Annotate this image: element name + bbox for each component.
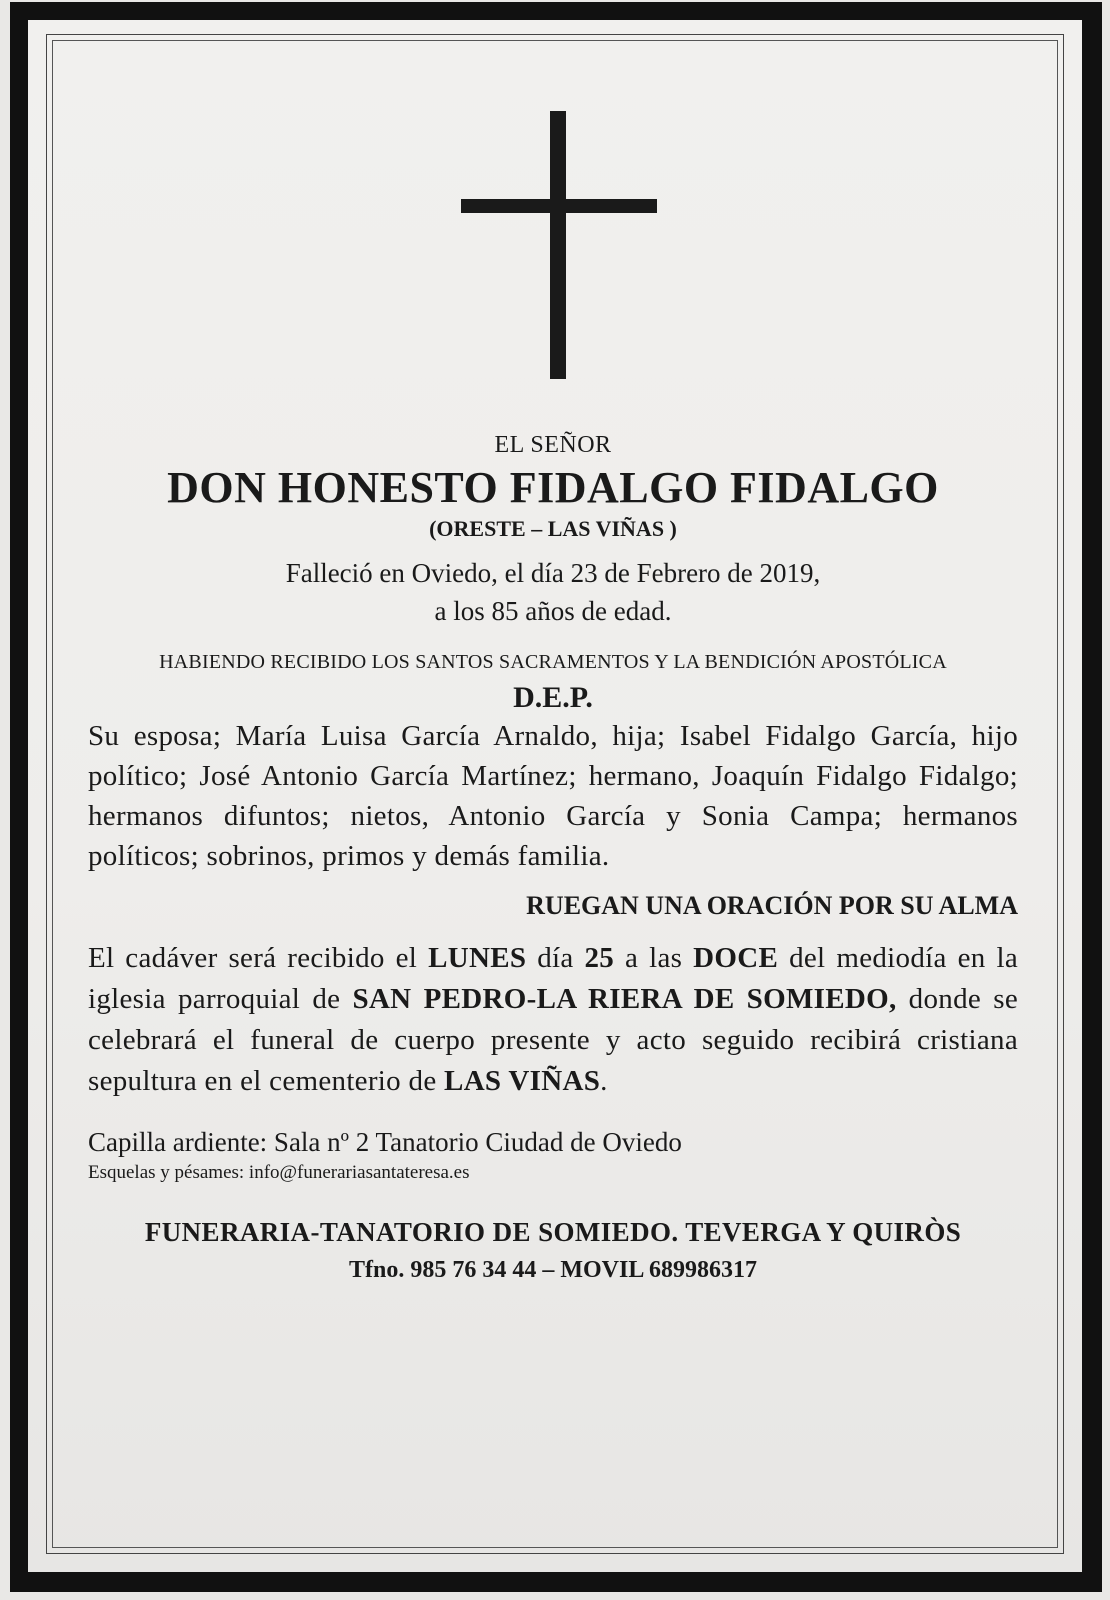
funeral-text-2: día — [526, 942, 585, 974]
cross-vertical-bar — [550, 111, 566, 379]
title-prefix: EL SEÑOR — [494, 432, 612, 458]
notice-content — [88, 428, 1018, 1286]
funeral-home-name: FUNERARIA-TANATORIO DE SOMIEDO. TEVERGA Y QUIRÒS — [144, 1217, 962, 1247]
funeral-day: LUNES — [428, 942, 527, 974]
funeral-text-6: . — [600, 1065, 608, 1097]
funeral-text-4: del mediodía en la iglesia parroquial de — [88, 942, 1019, 1015]
prayer-request: RUEGAN UNA ORACIÓN POR SU ALMA — [526, 891, 1018, 920]
funeral-church: SAN PEDRO-LA RIERA DE SOMIEDO, — [352, 983, 897, 1015]
family-paragraph: Su esposa; María Luisa García Arnaldo, hija; Isabel Fidalgo García, hijo político; José Antonio García Martínez; hermano, Joaquín Fidalgo Fidalgo; hermanos difuntos; nietos, Antonio García y Sonia Campa; hermanos políticos; sobrinos, primos y demás familia. — [88, 720, 1018, 872]
deceased-alias: (ORESTE – LAS VIÑAS ) — [429, 516, 677, 541]
cross-horizontal-bar — [461, 199, 657, 213]
funeral-text-3: a las — [614, 942, 694, 974]
rip-heading: D.E.P. — [513, 681, 593, 714]
funeral-paragraph — [88, 938, 1018, 1102]
funeral-text-1: El cadáver será recibido el — [88, 942, 429, 974]
death-line-2: a los 85 años de edad. — [434, 596, 672, 626]
funeral-date: 25 — [584, 942, 615, 974]
sacraments-line: HABIENDO RECIBIDO LOS SANTOS SACRAMENTOS Y LA BENDICIÓN APOSTÓLICA — [159, 651, 947, 673]
funeral-home-phone: Tfno. 985 76 34 44 – MOVIL 689986317 — [348, 1257, 758, 1283]
death-info — [88, 554, 1018, 630]
funeral-hour: DOCE — [693, 942, 779, 974]
funeral-text-5: donde se celebrará el funeral de cuerpo presente y acto seguido recibirá cristiana sepultura en el cementerio de — [88, 983, 1019, 1097]
death-line-1: Falleció en Oviedo, el día 23 de Febrero de 2019, — [285, 558, 821, 588]
chapel-info: Capilla ardiente: Sala nº 2 Tanatorio Ciudad de Oviedo — [88, 1127, 682, 1157]
deceased-name: DON HONESTO FIDALGO FIDALGO — [167, 463, 939, 512]
funeral-cemetery: LAS VIÑAS — [444, 1065, 601, 1097]
condolences-email: Esquelas y pésames: info@funerariasantateresa.es — [88, 1162, 470, 1183]
